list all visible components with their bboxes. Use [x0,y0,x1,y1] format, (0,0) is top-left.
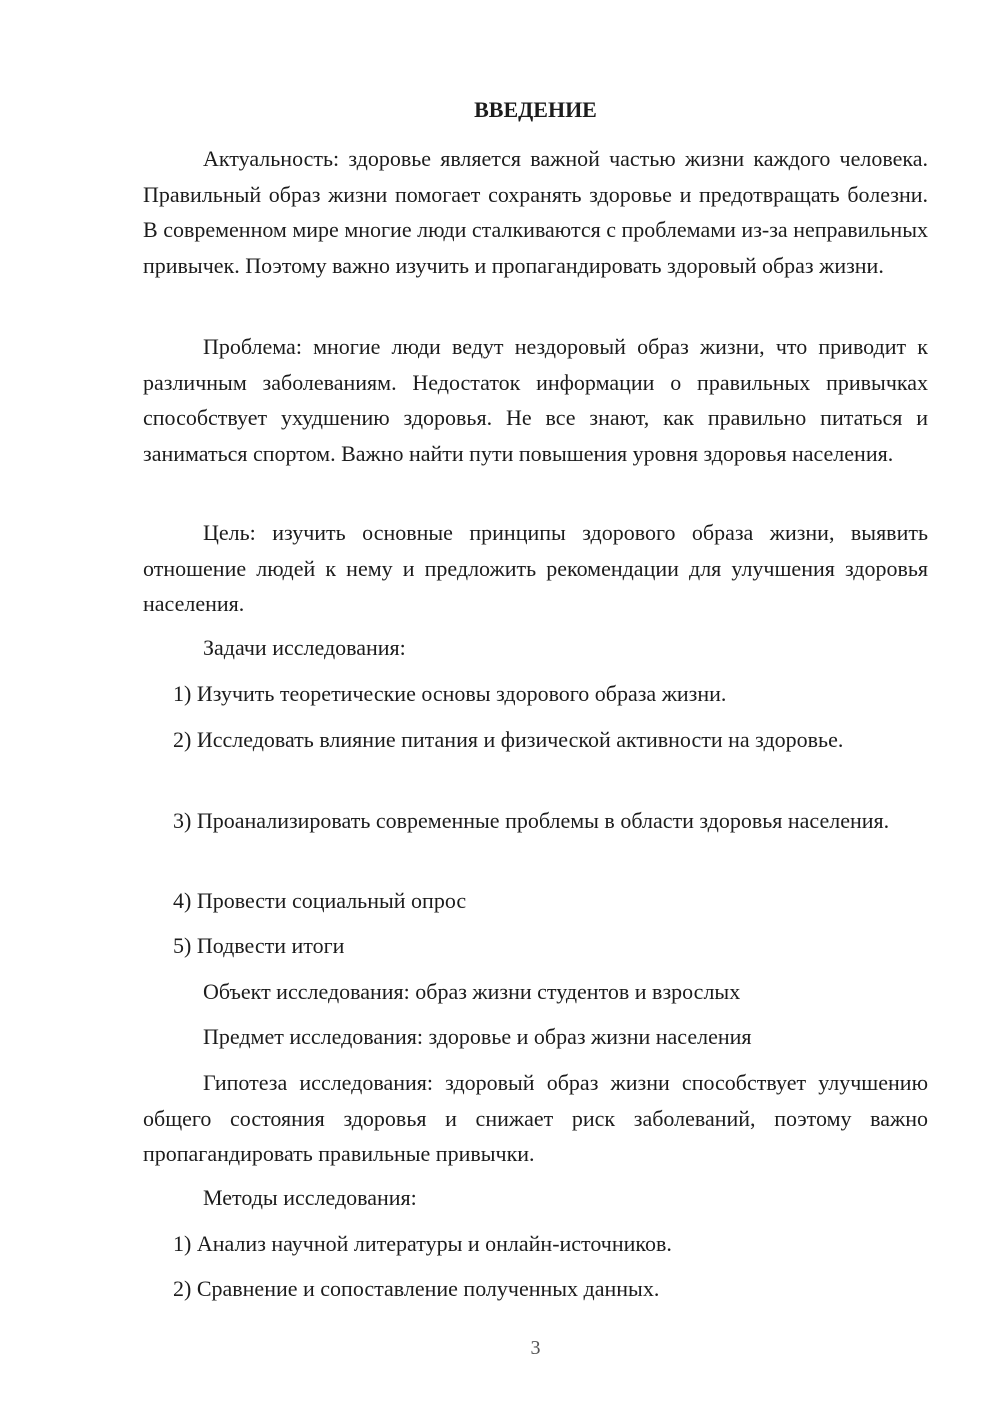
task-item-5: 5) Подвести итоги [173,933,345,958]
document-page [143,0,928,1414]
method-item-2: 2) Сравнение и сопоставление полученных данных. [173,1276,660,1301]
methods-label: Методы исследования: [203,1185,417,1210]
paragraph-hypothesis: Гипотеза исследования: здоровый образ жизни способствует улучшению общего состояния здоровья и снижает риск заболеваний, поэтому важно пропагандировать правильные привычки. [143,1070,928,1166]
page-number: 3 [530,1337,541,1359]
task-item-3: 3) Проанализировать современные проблемы в области здоровья населения. [173,808,890,833]
paragraph-problem: Проблема: многие люди ведут нездоровый образ жизни, что приводит к различным заболеваниям. Недостаток информации о правильных привычках способствует ухудшению здоровья. Не все знают, как правильно питаться и заниматься спортом. Важно найти пути повышения уровня здоровья населения. [143,334,928,466]
task-item-2: 2) Исследовать влияние питания и физической активности на здоровье. [173,727,844,752]
task-item-4: 4) Провести социальный опрос [173,888,467,913]
research-subject: Предмет исследования: здоровье и образ жизни населения [203,1024,752,1049]
method-item-1: 1) Анализ научной литературы и онлайн-источников. [173,1231,672,1256]
paragraph-goal: Цель: изучить основные принципы здорового образа жизни, выявить отношение людей к нему и предложить рекомендации для улучшения здоровья населения. [143,520,928,616]
tasks-label: Задачи исследования: [203,635,406,660]
paragraph-relevance: Актуальность: здоровье является важной частью жизни каждого человека. Правильный образ жизни помогает сохранять здоровье и предотвращать болезни. В современном мире многие люди сталкиваются с проблемами из-за неправильных привычек. Поэтому важно изучить и пропагандировать здоровый образ жизни. [143,146,928,278]
research-object: Объект исследования: образ жизни студентов и взрослых [203,979,741,1004]
page-heading: ВВЕДЕНИЕ [474,97,597,122]
task-item-1: 1) Изучить теоретические основы здорового образа жизни. [173,681,727,706]
